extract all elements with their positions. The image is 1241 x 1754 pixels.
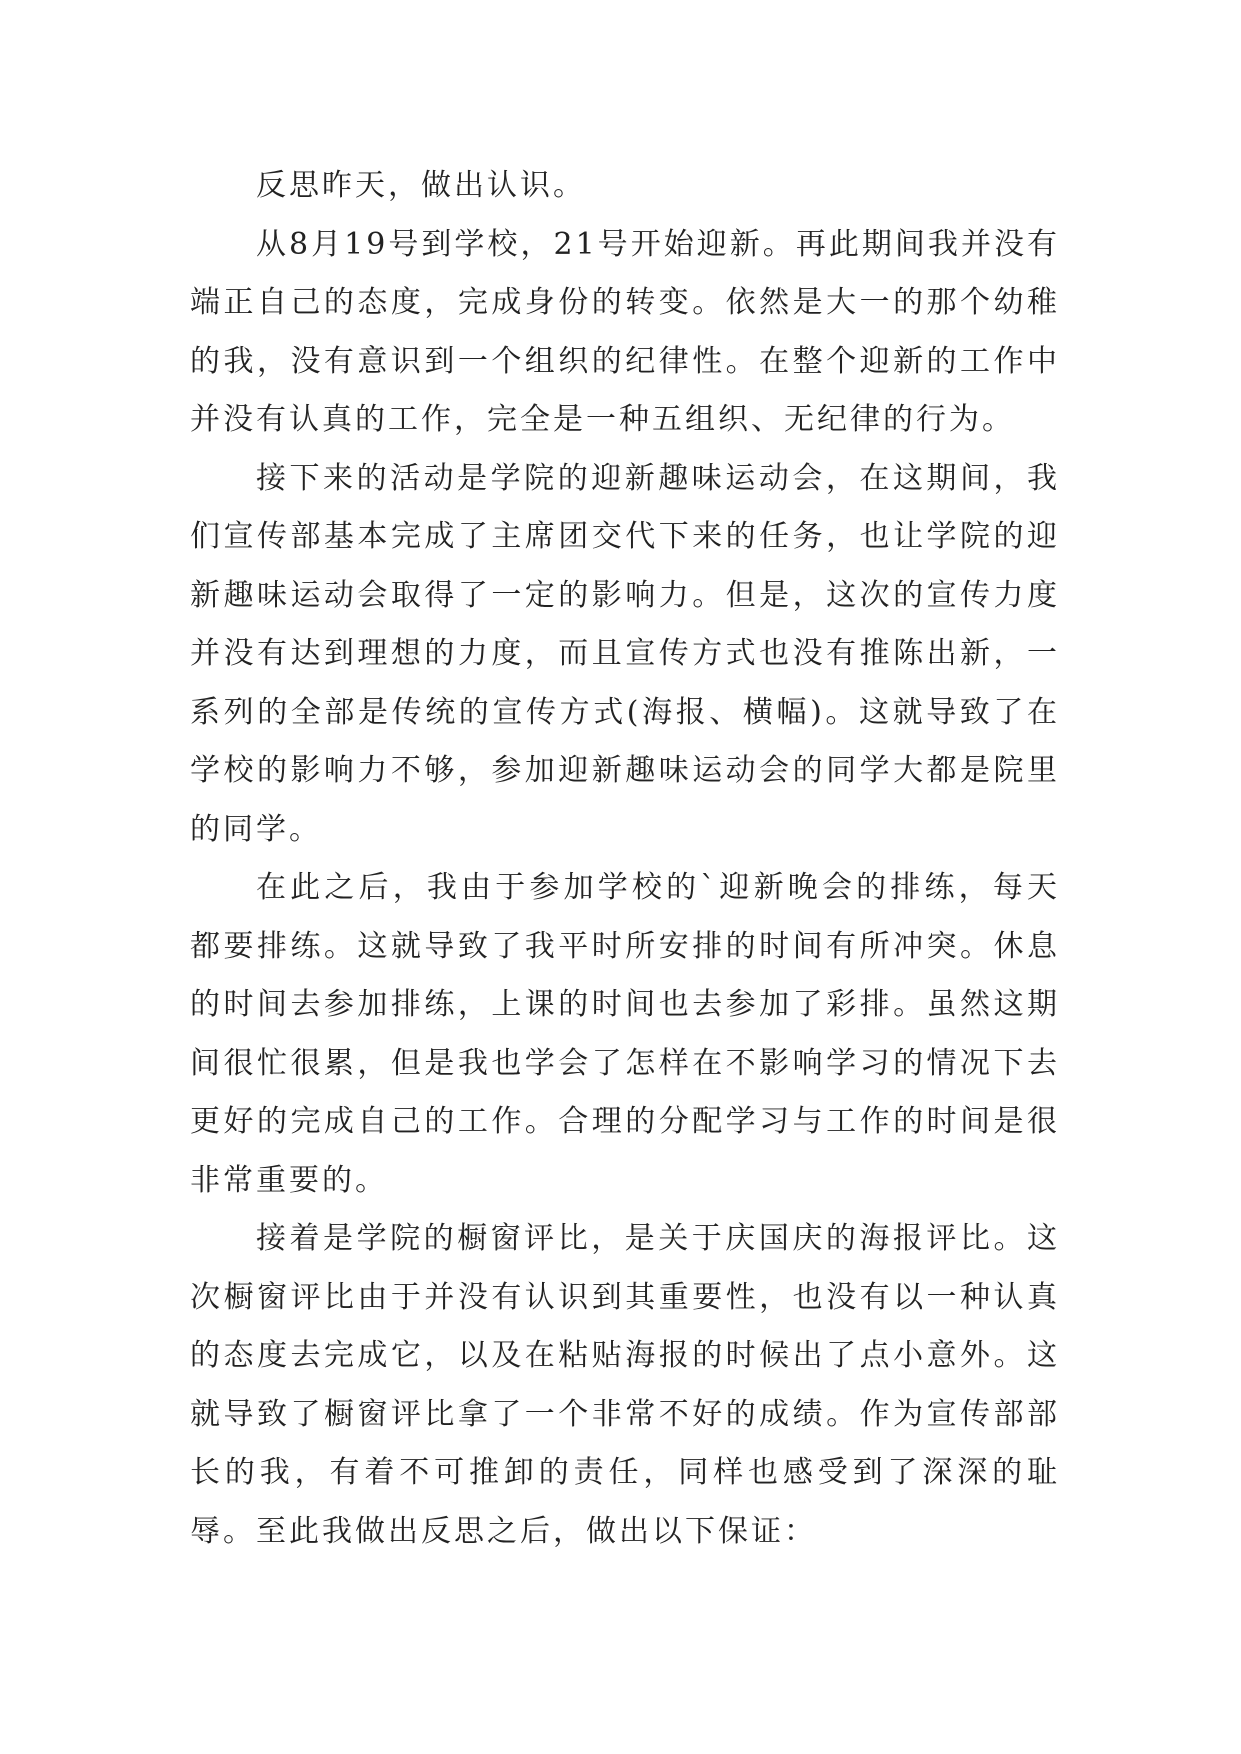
paragraph-sports-meet: 接下来的活动是学院的迎新趣味运动会，在这期间，我们宣传部基本完成了主席团交代下来的任务，也让学院的迎新趣味运动会取得了一定的影响力。但是，这次的宣传力度并没有达到理想的力度，而且宣传方式也没有推陈出新，一系列的全部是传统的宣传方式(海报、横幅)。这就导致了在学校的影响力不够，参加迎新趣味运动会的同学大都是院里的同学。 — [190, 460, 1060, 847]
paragraph-gala-rehearsal: 在此之后，我由于参加学校的`迎新晚会的排练，每天都要排练。这就导致了我平时所安排的时间有所冲突。休息的时间去参加排练，上课的时间也去参加了彩排。虽然这期间很忙很累，但是我也学会了怎样在不影响学习的情况下去更好的完成自己的工作。合理的分配学习与工作的时间是很非常重要的。 — [190, 870, 1060, 1198]
paragraph-window-contest: 接着是学院的橱窗评比，是关于庆国庆的海报评比。这次橱窗评比由于并没有认识到其重要性，也没有以一种认真的态度去完成它，以及在粘贴海报的时候出了点小意外。这就导致了橱窗评比拿了一个非常不好的成绩。作为宣传部部长的我，有着不可推卸的责任，同样也感受到了深深的耻辱。至此我做出反思之后，做出以下保证： — [190, 1221, 1060, 1549]
paragraph-welcome-work: 从8月19号到学校，21号开始迎新。再此期间我并没有端正自己的态度，完成身份的转变。依然是大一的那个幼稚的我，没有意识到一个组织的纪律性。在整个迎新的工作中并没有认真的工作，完全是一种五组织、无纪律的行为。 — [190, 226, 1060, 437]
document-body — [190, 157, 1060, 1561]
paragraph-reflection-intro: 反思昨天，做出认识。 — [256, 168, 586, 203]
